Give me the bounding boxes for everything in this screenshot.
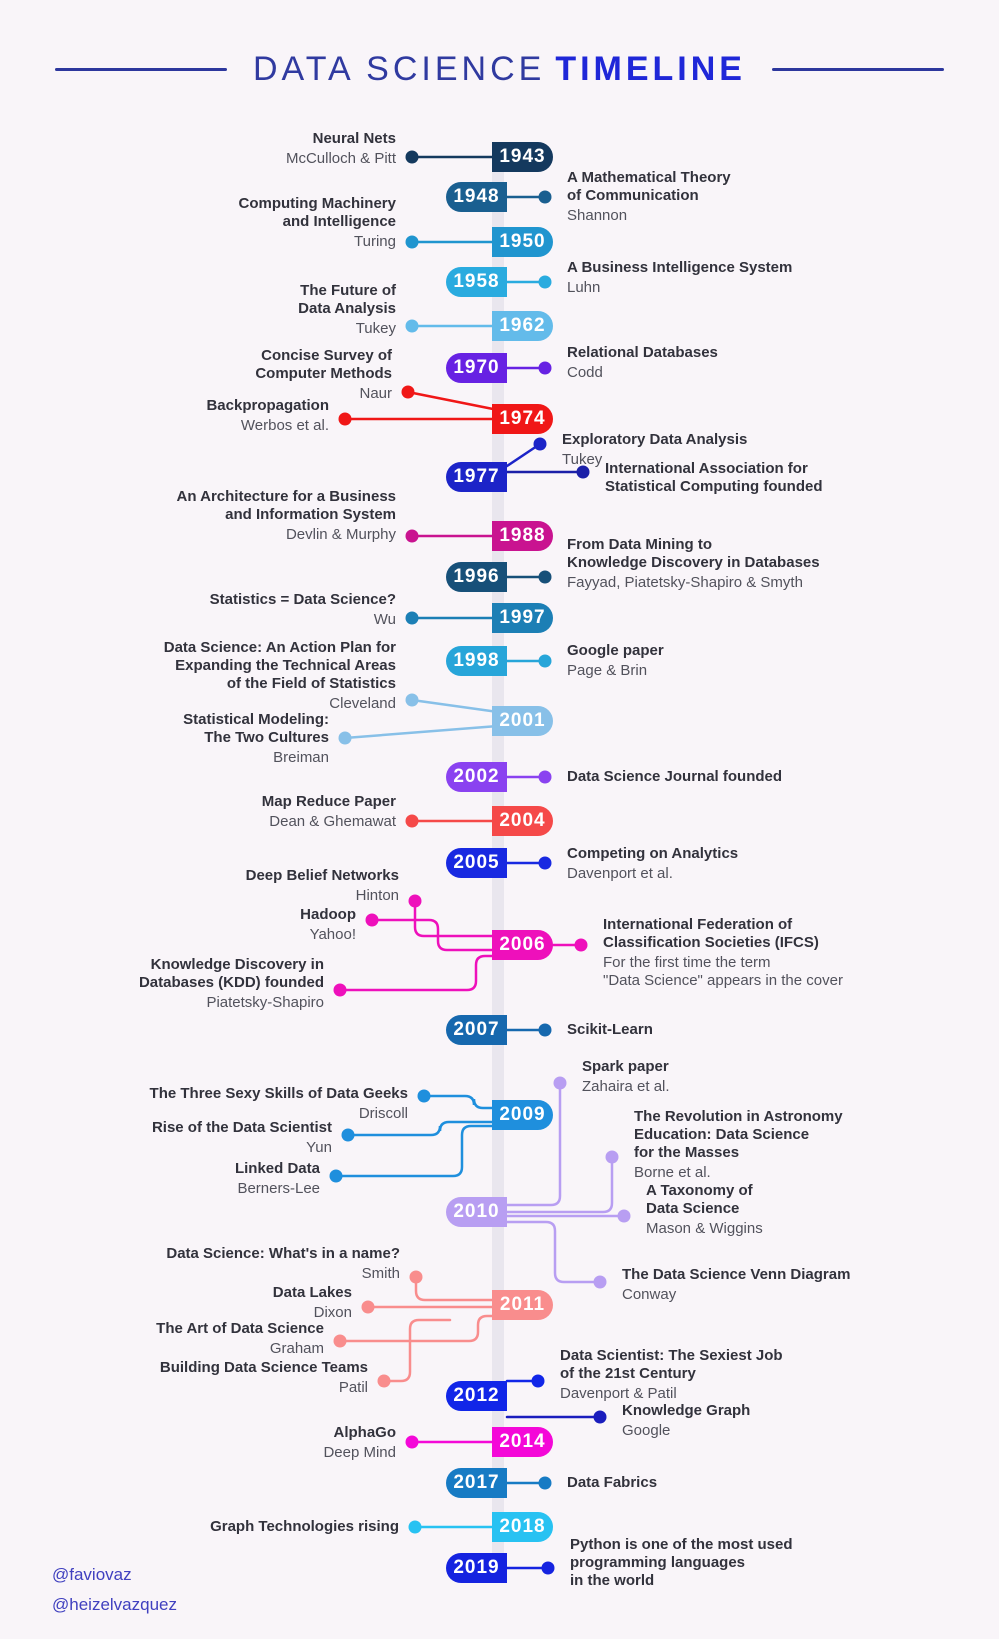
event-title-line: A Business Intelligence System — [567, 259, 793, 276]
year-pill-2007: 2007 — [446, 1015, 507, 1045]
event-author — [286, 150, 396, 168]
event-title-line: The Two Cultures — [204, 729, 329, 746]
event-author — [567, 574, 820, 592]
event-title-line: A Mathematical Theory — [567, 169, 731, 186]
connector-line — [345, 726, 498, 738]
event-author — [646, 1220, 763, 1238]
event-title — [164, 639, 396, 693]
footer-handle-2: @heizelvazquez — [52, 1595, 177, 1614]
connector-dot — [330, 1170, 343, 1183]
connector-dot — [539, 362, 552, 375]
event-label — [286, 130, 396, 168]
event-title-line: Rise of the Data Scientist — [151, 1119, 332, 1136]
event-label — [235, 1160, 320, 1198]
connector-line — [412, 700, 498, 712]
event-author-line: Turing — [354, 233, 396, 250]
connector-line — [384, 1320, 450, 1381]
event-title-line: Google paper — [567, 642, 664, 659]
event-label — [255, 347, 392, 403]
connector-line — [416, 1277, 498, 1300]
year-pill-1958: 1958 — [446, 267, 507, 297]
event-title — [582, 1058, 670, 1076]
event-title — [160, 1359, 368, 1377]
year-pill-1962: 1962 — [492, 311, 553, 341]
event-title — [262, 793, 396, 811]
year-pill-1998: 1998 — [446, 646, 507, 676]
event-author — [210, 611, 396, 629]
connector-line — [415, 901, 498, 936]
event-label — [150, 1085, 408, 1123]
connector-dot — [406, 320, 419, 333]
connector-dot — [406, 1436, 419, 1449]
connector-dot — [575, 939, 588, 952]
year-pill-2011: 2011 — [492, 1290, 553, 1320]
event-title-line: Concise Survey of — [261, 347, 392, 364]
event-title — [177, 488, 397, 524]
event-title-line: A Taxonomy of — [646, 1182, 753, 1199]
event-author-line: For the first time the term — [603, 954, 771, 971]
event-title-line: AlphaGo — [333, 1424, 396, 1441]
event-author — [246, 887, 399, 905]
event-title-line: Data Fabrics — [567, 1474, 658, 1491]
event-title-line: Backpropagation — [206, 397, 329, 414]
event-label — [166, 1245, 400, 1283]
event-title-line: Computing Machinery — [238, 195, 396, 212]
year-pill-2019: 2019 — [446, 1553, 507, 1583]
connector-dot — [339, 413, 352, 426]
connector-dot — [539, 1477, 552, 1490]
event-title — [603, 916, 843, 952]
event-label — [298, 282, 396, 338]
event-author-line: Smith — [361, 1265, 400, 1282]
connector-dot — [362, 1301, 375, 1314]
connector-line — [348, 1122, 498, 1135]
event-author-line: Dixon — [313, 1304, 352, 1321]
event-title-line: for the Masses — [634, 1144, 740, 1161]
event-title-line: and Information System — [225, 506, 396, 523]
event-title — [210, 1518, 399, 1536]
event-author-line: Berners-Lee — [237, 1180, 320, 1197]
event-title — [622, 1266, 850, 1284]
year-pill-2002: 2002 — [446, 762, 507, 792]
event-author-line: Werbos et al. — [240, 417, 329, 434]
event-title-line: Databases (KDD) founded — [138, 974, 324, 991]
event-title-line: Knowledge Discovery in Databases — [567, 554, 820, 571]
event-title-line: Neural Nets — [312, 130, 396, 147]
event-title — [206, 397, 329, 415]
year-pill-2005: 2005 — [446, 848, 507, 878]
event-title — [562, 431, 747, 449]
event-author-line: Conway — [622, 1286, 677, 1303]
event-author-line: Breiman — [273, 749, 329, 766]
footer-handle-1: @faviovaz — [52, 1565, 132, 1584]
connector-dot — [539, 655, 552, 668]
event-author-line: Page & Brin — [567, 662, 648, 679]
connector-dot — [539, 571, 552, 584]
footer-credits — [52, 1560, 177, 1620]
connector-dot — [406, 815, 419, 828]
event-author — [567, 865, 738, 883]
connector-dot — [406, 236, 419, 249]
connector-dot — [594, 1276, 607, 1289]
event-title-line: Computer Methods — [255, 365, 392, 382]
event-label — [262, 793, 396, 831]
event-title-line: Statistical Modeling: — [183, 711, 329, 728]
event-author — [567, 662, 664, 680]
event-author — [206, 417, 329, 435]
event-author-line: McCulloch & Pitt — [285, 150, 396, 167]
event-title — [567, 845, 738, 863]
event-title-line: of the 21st Century — [560, 1365, 696, 1382]
event-label — [603, 916, 843, 990]
event-title — [605, 460, 823, 496]
event-title-line: Scikit-Learn — [567, 1021, 653, 1038]
event-title-line: Graph Technologies rising — [210, 1518, 399, 1535]
event-title — [634, 1108, 843, 1162]
year-pill-1948: 1948 — [446, 182, 507, 212]
event-label — [567, 1474, 657, 1492]
event-title-line: Data Science: What's in a name? — [166, 1245, 400, 1262]
event-title-line: Exploratory Data Analysis — [562, 431, 748, 448]
year-pill-2001: 2001 — [492, 706, 553, 736]
event-title — [166, 1245, 400, 1263]
event-label — [582, 1058, 670, 1096]
event-title-line: in the world — [570, 1572, 655, 1589]
connector-dot — [406, 151, 419, 164]
event-label — [567, 344, 718, 382]
event-label — [646, 1182, 763, 1238]
year-pill-1950: 1950 — [492, 227, 553, 257]
event-author-line: Zahaira et al. — [582, 1078, 670, 1095]
event-title — [567, 1021, 653, 1039]
event-author-line: Tukey — [355, 320, 396, 337]
event-label — [567, 169, 731, 225]
event-author — [139, 994, 324, 1012]
event-author — [560, 1385, 783, 1403]
event-author-line: Shannon — [567, 207, 628, 224]
year-pill-1974: 1974 — [492, 404, 553, 434]
event-label — [156, 1320, 324, 1358]
event-author — [634, 1164, 843, 1182]
event-author — [622, 1286, 850, 1304]
event-author — [567, 279, 792, 297]
event-title — [646, 1182, 763, 1218]
connector-dot — [418, 1090, 431, 1103]
event-author-line: Naur — [359, 385, 392, 402]
year-pill-2017: 2017 — [446, 1468, 507, 1498]
event-author — [567, 364, 718, 382]
event-author — [262, 813, 396, 831]
event-title — [139, 956, 324, 992]
connector-dot — [406, 530, 419, 543]
event-title-line: Competing on Analytics — [567, 845, 739, 862]
event-title-line: Data Scientist: The Sexiest Job — [560, 1347, 783, 1364]
event-author-line: Mason & Wiggins — [646, 1220, 763, 1237]
connector-dot — [410, 1271, 423, 1284]
event-author — [177, 526, 397, 544]
event-label — [238, 195, 396, 251]
event-title-line: The Art of Data Science — [156, 1320, 324, 1337]
event-title — [622, 1402, 750, 1420]
event-title — [210, 591, 396, 609]
event-author-line: Tukey — [562, 451, 603, 468]
event-title-line: Statistical Computing founded — [605, 478, 823, 495]
event-author-line: Yahoo! — [309, 926, 356, 943]
event-title — [567, 642, 664, 660]
event-title — [152, 1119, 332, 1137]
event-title-line: Python is one of the most used — [570, 1536, 793, 1553]
event-author — [622, 1422, 750, 1440]
connector-dot — [339, 732, 352, 745]
event-title — [567, 768, 782, 786]
event-author-line: Deep Mind — [323, 1444, 396, 1461]
event-label — [183, 711, 329, 767]
connector-dot — [542, 1562, 555, 1575]
event-title — [560, 1347, 783, 1383]
event-author-line: Patil — [338, 1379, 368, 1396]
connector-line — [424, 1096, 498, 1108]
event-title-line: International Association for — [605, 460, 808, 477]
event-title — [567, 536, 820, 572]
event-title-line: Data Analysis — [298, 300, 396, 317]
connector-dot — [554, 1077, 567, 1090]
event-label — [152, 1119, 332, 1157]
connector-dot — [406, 694, 419, 707]
connector-dot — [539, 276, 552, 289]
event-title-line: Data Science: An Action Plan for — [163, 639, 396, 656]
connector-dot — [594, 1411, 607, 1424]
event-label — [605, 460, 823, 496]
connector-line — [336, 1126, 498, 1176]
event-author — [323, 1444, 396, 1462]
event-author — [567, 207, 731, 225]
event-author — [183, 749, 329, 767]
connector-dot — [334, 1335, 347, 1348]
event-author-line: Codd — [567, 364, 603, 381]
connector-dot — [406, 612, 419, 625]
event-title — [567, 344, 718, 362]
event-title-line: Data Science — [646, 1200, 740, 1217]
event-author-line: Graham — [269, 1340, 324, 1357]
event-title — [567, 259, 792, 277]
event-label — [177, 488, 397, 544]
event-title-line: Map Reduce Paper — [261, 793, 396, 810]
connector-dot — [618, 1210, 631, 1223]
year-pill-1996: 1996 — [446, 562, 507, 592]
event-author-line: Cleveland — [329, 695, 396, 712]
event-title-line: of Communication — [567, 187, 699, 204]
connector-line — [408, 392, 498, 410]
event-title — [570, 1536, 793, 1590]
event-label — [567, 1021, 653, 1039]
year-pill-1988: 1988 — [492, 521, 553, 551]
event-title-line: Hadoop — [300, 906, 356, 923]
event-label — [567, 642, 664, 680]
event-author — [582, 1078, 670, 1096]
event-title — [183, 711, 329, 747]
event-title — [567, 169, 731, 205]
event-label — [622, 1402, 750, 1440]
event-title-line: Data Lakes — [272, 1284, 352, 1301]
connector-dot — [539, 191, 552, 204]
event-title — [156, 1320, 324, 1338]
event-label — [622, 1266, 850, 1304]
event-title-line: Deep Belief Networks — [245, 867, 399, 884]
event-label — [634, 1108, 843, 1182]
event-title — [238, 195, 396, 231]
event-title-line: Expanding the Technical Areas — [175, 657, 396, 674]
event-author-line: Driscoll — [358, 1105, 408, 1122]
year-pill-2010: 2010 — [446, 1197, 507, 1227]
event-label — [567, 845, 738, 883]
event-author-line: Wu — [373, 611, 396, 628]
event-author-line: Yun — [306, 1139, 332, 1156]
connector-dot — [334, 984, 347, 997]
event-label — [210, 1518, 399, 1536]
event-author — [166, 1265, 400, 1283]
year-pill-1943: 1943 — [492, 142, 553, 172]
connector-dot — [539, 771, 552, 784]
event-author — [603, 954, 843, 990]
event-author-line: Google — [622, 1422, 671, 1439]
event-title — [246, 867, 399, 885]
event-label — [246, 867, 399, 905]
event-title-line: Building Data Science Teams — [159, 1359, 368, 1376]
event-label — [567, 768, 782, 786]
event-label — [567, 536, 820, 592]
event-title-line: The Future of — [300, 282, 396, 299]
event-title — [255, 347, 392, 383]
event-title — [273, 1284, 352, 1302]
event-author-line: Davenport & Patil — [560, 1385, 677, 1402]
event-author-line: Piatetsky-Shapiro — [206, 994, 324, 1011]
event-title-line: Classification Societies (IFCS) — [603, 934, 819, 951]
year-pill-1977: 1977 — [446, 462, 507, 492]
page-title-left: DATA SCIENCE — [252, 49, 546, 88]
event-title-line: From Data Mining to — [567, 536, 712, 553]
event-title-line: Relational Databases — [567, 344, 718, 361]
event-label — [210, 591, 396, 629]
event-title-line: Knowledge Discovery in — [150, 956, 324, 973]
connector-dot — [539, 857, 552, 870]
event-author-line: Fayyad, Piatetsky-Shapiro & Smyth — [567, 574, 803, 591]
event-label — [560, 1347, 783, 1403]
event-author — [238, 233, 396, 251]
event-author-line: Hinton — [355, 887, 399, 904]
connector-dot — [539, 1024, 552, 1037]
event-label — [206, 397, 329, 435]
event-author-line: "Data Science" appears in the cover — [603, 972, 843, 989]
event-title-line: Statistics = Data Science? — [209, 591, 396, 608]
event-title — [286, 130, 396, 148]
year-pill-2014: 2014 — [492, 1427, 553, 1457]
event-label — [139, 956, 324, 1012]
event-author — [160, 1379, 368, 1397]
event-label — [164, 639, 396, 713]
event-title — [298, 282, 396, 318]
event-title — [235, 1160, 320, 1178]
event-author-line: Dean & Ghemawat — [269, 813, 396, 830]
event-label — [570, 1536, 793, 1590]
connector-dot — [366, 914, 379, 927]
event-title-line: and Intelligence — [282, 213, 396, 230]
event-title-line: Linked Data — [234, 1160, 320, 1177]
connector-line — [340, 956, 498, 990]
connector-dot — [532, 1375, 545, 1388]
connector-dot — [402, 386, 415, 399]
connector-dot — [378, 1375, 391, 1388]
event-author — [300, 926, 356, 944]
event-title — [567, 1474, 657, 1492]
event-author-line: Devlin & Murphy — [285, 526, 396, 543]
event-title-line: Knowledge Graph — [622, 1402, 751, 1419]
year-pill-1997: 1997 — [492, 603, 553, 633]
year-pill-2012: 2012 — [446, 1381, 507, 1411]
event-label — [160, 1359, 368, 1397]
event-title-line: Data Science Journal founded — [567, 768, 783, 785]
event-title-line: of the Field of Statistics — [226, 675, 396, 692]
event-label — [323, 1424, 396, 1462]
page-title-right: TIMELINE — [555, 49, 746, 88]
event-title — [300, 906, 356, 924]
connector-line — [507, 1222, 600, 1282]
connector-dot — [534, 438, 547, 451]
event-title-line: An Architecture for a Business — [176, 488, 396, 505]
event-author — [235, 1180, 320, 1198]
connector-dot — [342, 1129, 355, 1142]
event-label — [567, 259, 792, 297]
event-author — [152, 1139, 332, 1157]
event-title-line: Spark paper — [582, 1058, 669, 1075]
event-title-line: programming languages — [570, 1554, 746, 1571]
event-title-line: The Revolution in Astronomy — [634, 1108, 843, 1125]
event-author — [156, 1340, 324, 1358]
connector-dot — [409, 895, 422, 908]
event-label — [300, 906, 356, 944]
event-title-line: Education: Data Science — [634, 1126, 810, 1143]
connector-dot — [606, 1151, 619, 1164]
event-title — [323, 1424, 396, 1442]
connector-dot — [409, 1521, 422, 1534]
year-pill-2004: 2004 — [492, 806, 553, 836]
event-author-line: Luhn — [567, 279, 601, 296]
event-author-line: Borne et al. — [634, 1164, 711, 1181]
event-title-line: International Federation of — [603, 916, 793, 933]
event-title-line: The Data Science Venn Diagram — [622, 1266, 851, 1283]
event-author-line: Davenport et al. — [567, 865, 673, 882]
year-pill-2018: 2018 — [492, 1512, 553, 1542]
event-title-line: The Three Sexy Skills of Data Geeks — [149, 1085, 408, 1102]
event-label — [273, 1284, 352, 1322]
year-pill-1970: 1970 — [446, 353, 507, 383]
year-pill-2009: 2009 — [492, 1100, 553, 1130]
event-author — [298, 320, 396, 338]
event-title — [150, 1085, 408, 1103]
year-pill-2006: 2006 — [492, 930, 553, 960]
